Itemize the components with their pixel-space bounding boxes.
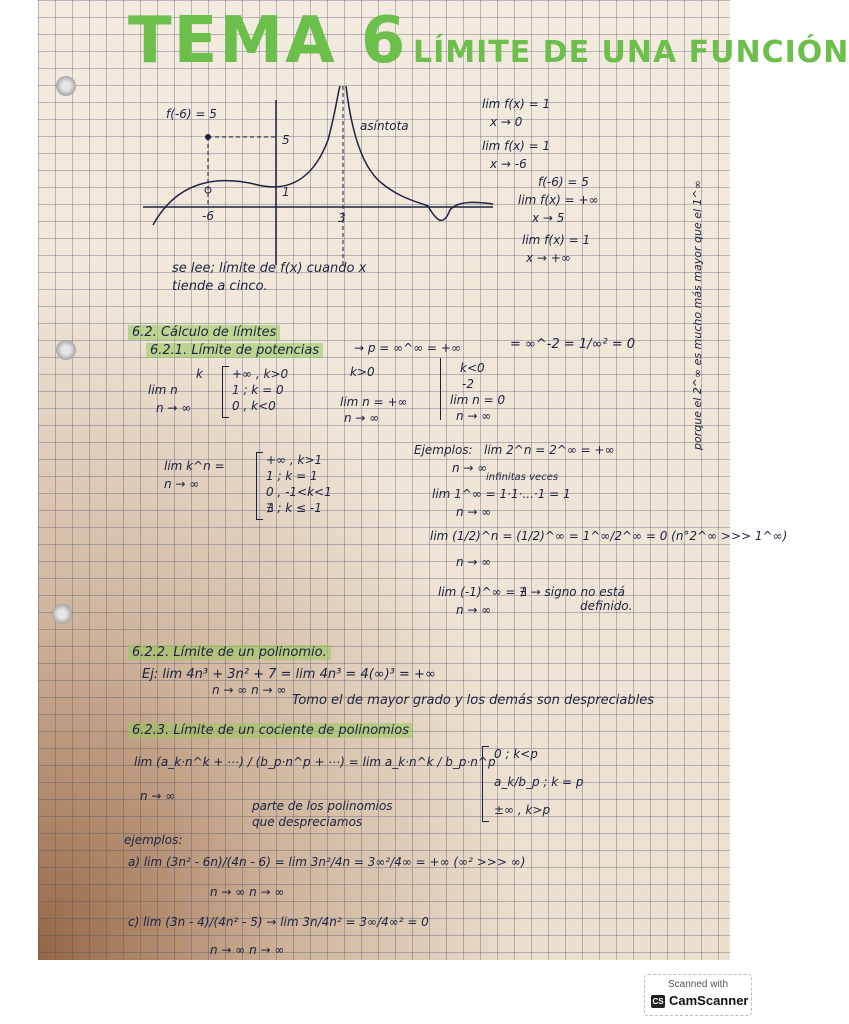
- quotient-formula: lim (a_k·n^k + ⋯) / (b_p·n^p + ⋯) = lim a_k·n^k / b_p·n^p: [134, 755, 496, 769]
- stamp-brand: CamScanner: [669, 993, 749, 1008]
- page-title: TEMA 6 LÍMITE DE UNA FUNCIÓN: [128, 4, 849, 78]
- brace: [482, 746, 489, 822]
- limit-line: x → 5: [532, 211, 565, 225]
- tick-label: 5: [282, 133, 290, 147]
- case-pos: lim n = +∞: [340, 395, 408, 409]
- power-limit: k: [196, 367, 203, 381]
- limit-line: x → -6: [490, 157, 527, 171]
- case-neg: -2: [462, 377, 474, 391]
- part-note: parte de los polinomios: [252, 799, 393, 813]
- quotient-formula-sub: n → ∞: [140, 789, 176, 803]
- graph-note: se lee; límite de f(x) cuando x: [172, 261, 367, 276]
- curve-right: [346, 86, 493, 220]
- limit-line: f(-6) = 5: [538, 175, 589, 189]
- side-note: porque el 2^∞ es mucho más mayor que el 1^∞: [691, 180, 704, 450]
- exp-limit: n → ∞: [164, 477, 200, 491]
- inf-power: → p = ∞^∞ = +∞: [354, 341, 461, 355]
- f-value-label: f(-6) = 5: [166, 107, 217, 121]
- limit-line: lim f(x) = +∞: [518, 193, 599, 207]
- examples-label: Ejemplos:: [414, 443, 473, 457]
- quotient-case: a_k/b_p ; k = p: [494, 775, 584, 789]
- scanned-notebook-page: [38, 0, 849, 960]
- power-limit: lim n: [148, 383, 178, 397]
- example-1: lim 2^n = 2^∞ = +∞: [484, 443, 615, 457]
- section-6-2-3-heading: 6.2.3. Límite de un cociente de polinomios: [128, 724, 413, 739]
- section-6-2-heading: 6.2. Cálculo de límites: [128, 326, 280, 341]
- binder-hole: [56, 76, 76, 96]
- power-limit: n → ∞: [156, 401, 192, 415]
- example-2-note: infinitas veces: [486, 472, 559, 483]
- polynomial-note: Tomo el de mayor grado y los demás son despreciables: [292, 693, 654, 708]
- example-2: n → ∞: [456, 505, 492, 519]
- quotient-case: 0 ; k<p: [494, 747, 538, 761]
- example-2: lim 1^∞ = 1·1·...·1 = 1: [432, 487, 571, 501]
- asymptote-label: asíntota: [360, 119, 409, 133]
- limit-line: x → 0: [490, 115, 523, 129]
- power-case: 0 , k<0: [232, 399, 276, 413]
- case-pos: n → ∞: [344, 411, 380, 425]
- section-6-2-1-heading: 6.2.1. Límite de potencias: [146, 344, 323, 359]
- power-case: 1 ; k = 0: [232, 383, 284, 397]
- case-neg: n → ∞: [456, 409, 492, 423]
- tick-label: 1: [282, 185, 290, 199]
- brace: [256, 452, 263, 520]
- section-6-2-2-heading: 6.2.2. Límite de un polinomio.: [128, 646, 331, 661]
- tick-label: -6: [202, 209, 214, 223]
- examples-label: ejemplos:: [124, 833, 183, 847]
- camscanner-logo-icon: CS: [652, 997, 664, 1006]
- exp-case: 1 ; k = 1: [266, 469, 318, 483]
- example-3: n → ∞: [456, 555, 492, 569]
- case-neg: lim n = 0: [450, 393, 506, 407]
- part-note: que despreciamos: [252, 815, 363, 829]
- divider: [440, 358, 441, 420]
- quotient-example-a: a) lim (3n² - 6n)/(4n - 6) = lim 3n²/4n = 3∞²/4∞ = +∞ (∞² >>> ∞): [128, 855, 526, 869]
- case-pos: k>0: [350, 365, 375, 379]
- exp-limit: lim k^n =: [164, 459, 225, 473]
- exp-case: +∞ , k>1: [266, 453, 323, 467]
- example-1: n → ∞: [452, 461, 488, 475]
- graph-note: tiende a cinco.: [172, 279, 268, 294]
- quotient-example-c: c) lim (3n - 4)/(4n² - 5) → lim 3n/4n² = 3∞/4∞² = 0: [128, 915, 429, 929]
- example-4: n → ∞: [456, 603, 492, 617]
- limit-line: x → +∞: [526, 251, 571, 265]
- binder-hole: [52, 604, 72, 624]
- stamp-caption: Scanned with: [667, 979, 729, 990]
- quotient-example-c-sub: n → ∞ n → ∞: [210, 943, 285, 957]
- binder-hole: [56, 340, 76, 360]
- quotient-example-a-sub: n → ∞ n → ∞: [210, 885, 285, 899]
- power-case: +∞ , k>0: [232, 367, 289, 381]
- camscanner-stamp: [644, 974, 752, 1016]
- limit-line: lim f(x) = 1: [482, 97, 551, 111]
- example-3: lim (1/2)^n = (1/2)^∞ = 1^∞/2^∞ = 0 (n°2^∞ >>> 1^∞): [430, 529, 788, 543]
- exp-case: 0 , -1<k<1: [266, 485, 332, 499]
- tick-label: 3: [338, 211, 346, 225]
- neg-result: = ∞^-2 = 1/∞² = 0: [510, 337, 635, 352]
- exp-case: ∄ ; k ≤ -1: [266, 501, 322, 515]
- point-f-neg6: [205, 134, 211, 140]
- example-4: definido.: [580, 599, 633, 613]
- limit-line: lim f(x) = 1: [522, 233, 591, 247]
- limit-line: lim f(x) = 1: [482, 139, 551, 153]
- example-4: lim (-1)^∞ = ∄ → signo no está: [438, 585, 625, 599]
- brace: [222, 366, 229, 418]
- quotient-case: ±∞ , k>p: [494, 803, 551, 817]
- case-neg: k<0: [460, 361, 485, 375]
- polynomial-example-sub: n → ∞ n → ∞: [212, 683, 287, 697]
- polynomial-example: Ej: lim 4n³ + 3n² + 7 = lim 4n³ = 4(∞)³ = +∞: [142, 667, 436, 682]
